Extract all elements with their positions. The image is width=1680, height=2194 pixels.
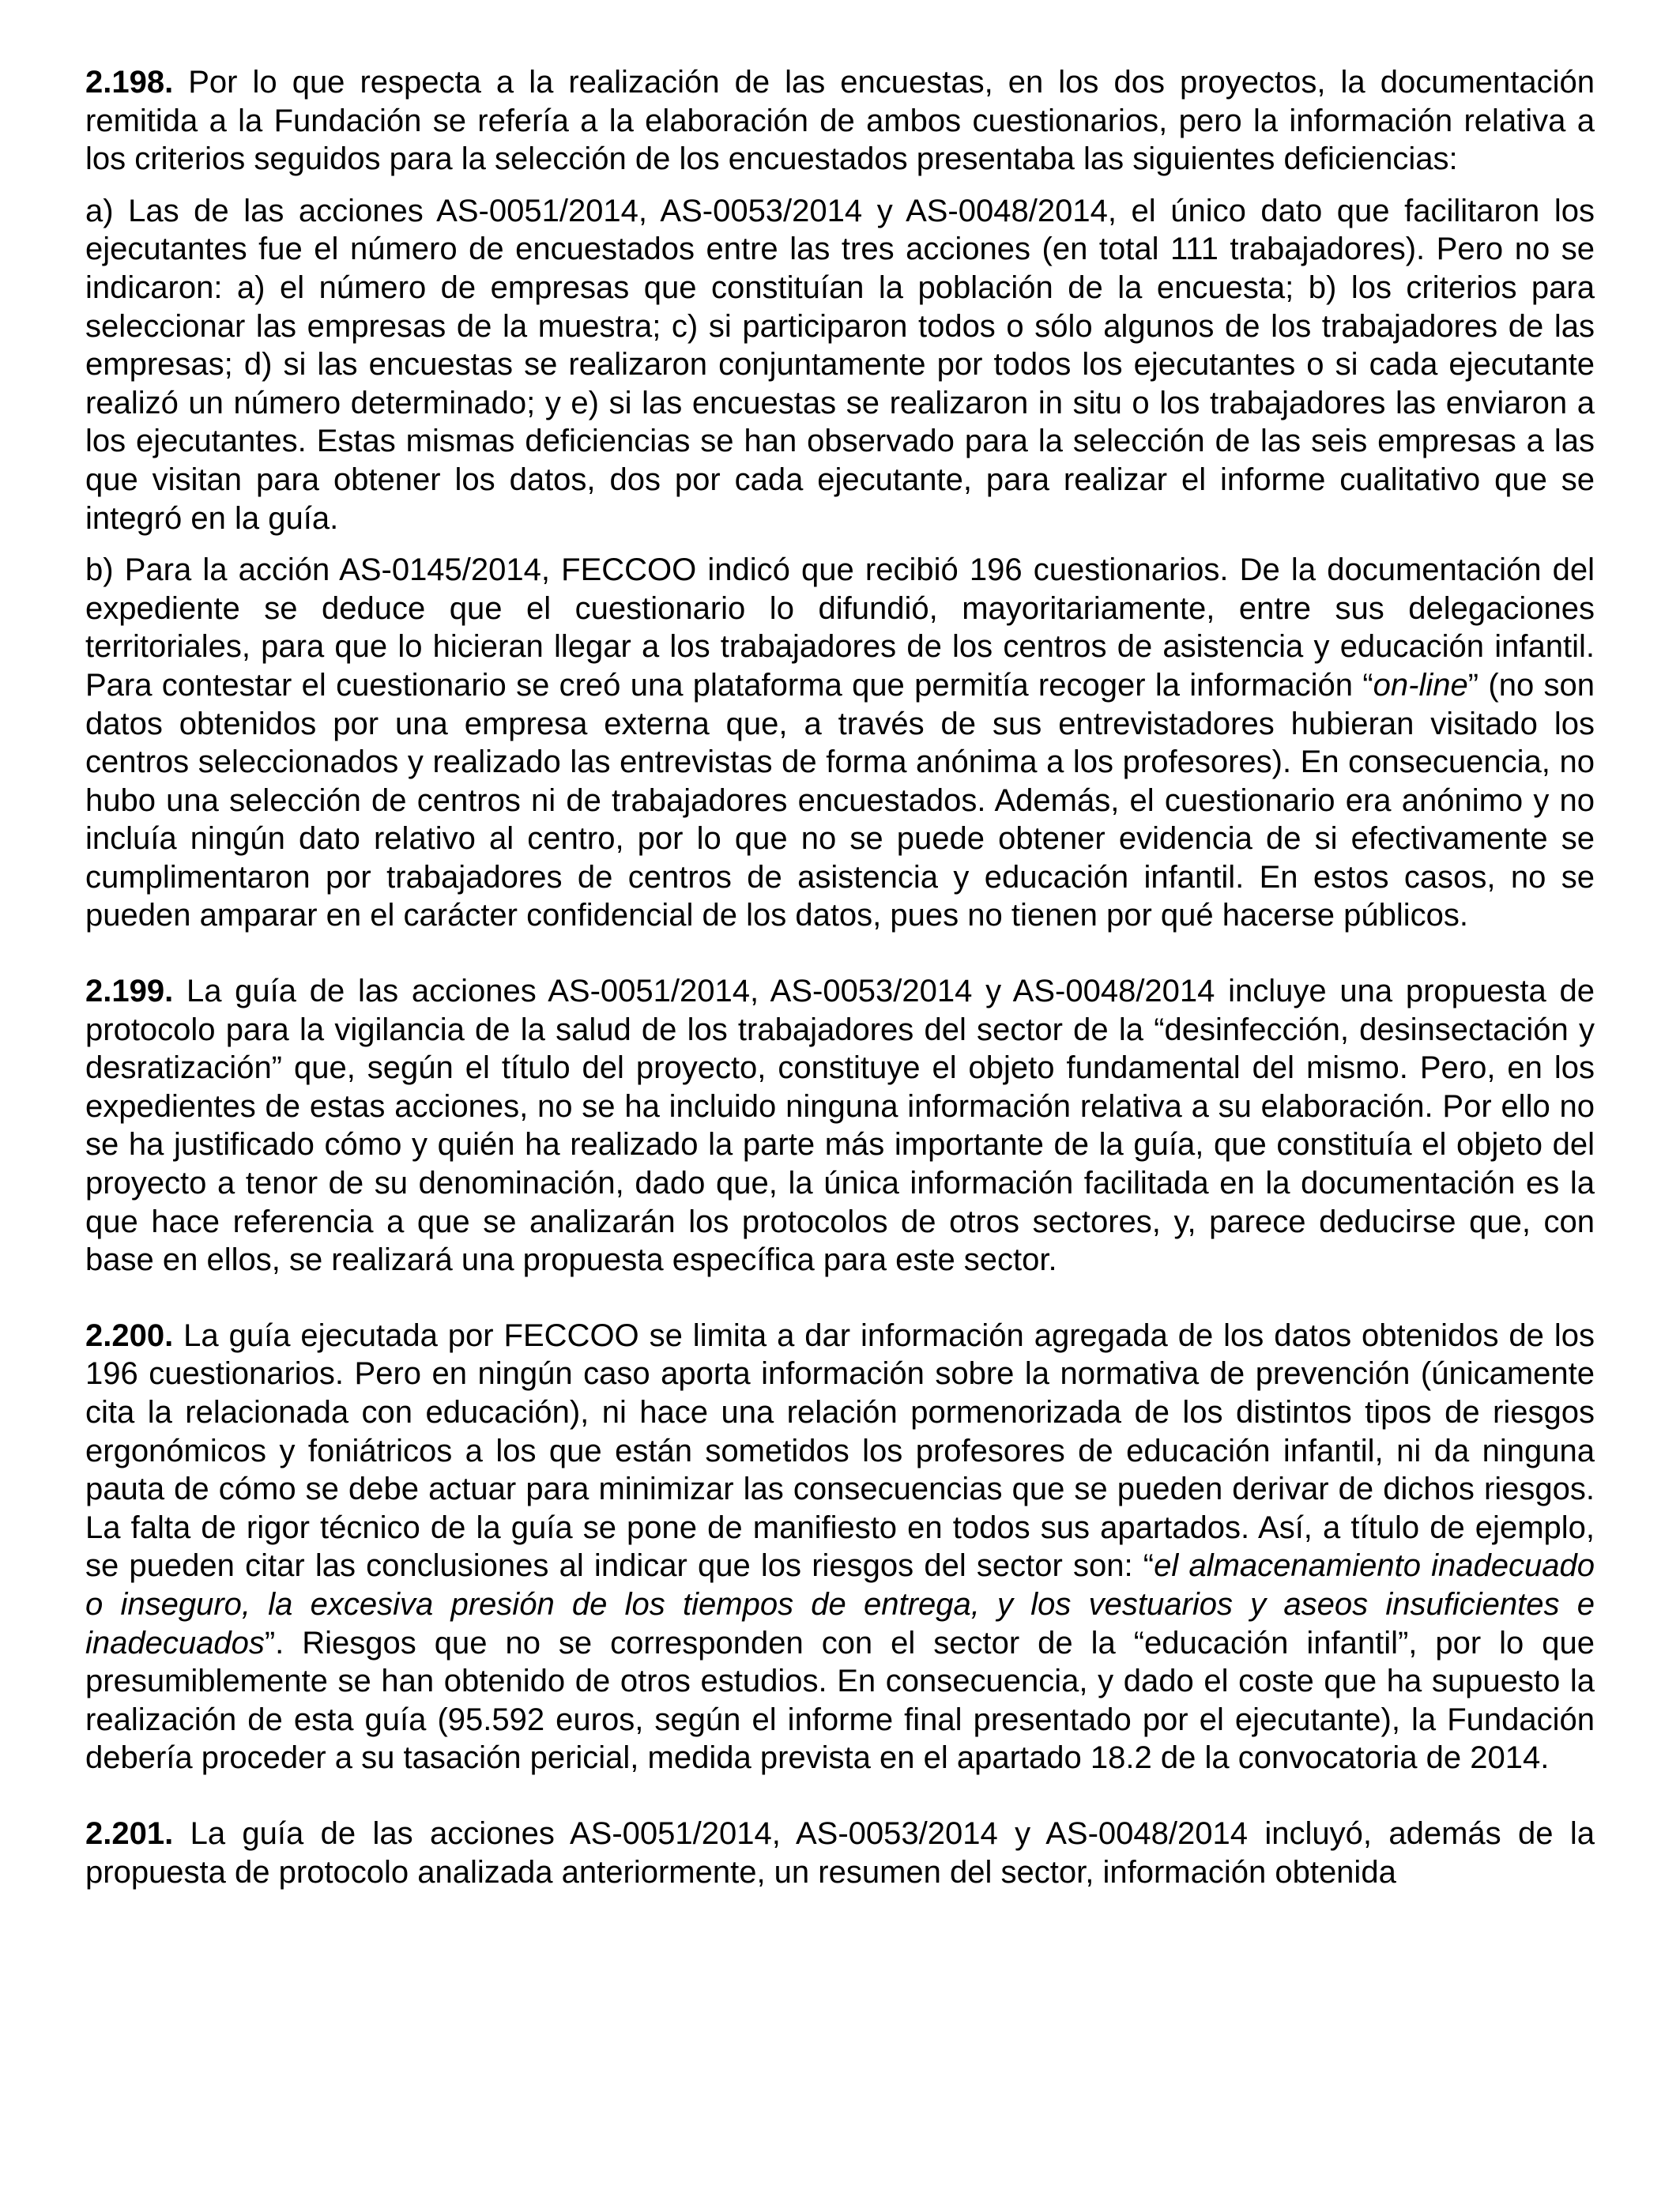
paragraph-number: 2.198. [85, 65, 174, 100]
paragraph-text: Por lo que respecta a la realización de las encuestas, en los dos proyectos, la documentación remitida a la Fundación se refería a la elaboración de ambos cuestionarios, pero la información relativa a los criterios seguidos para la selección de los encuestados presentaba las siguientes deficiencias: [85, 65, 1595, 177]
paragraph-number: 2.200. [85, 1318, 174, 1353]
document-page [85, 63, 1595, 1891]
italic-quote: el almacenamiento inadecuado o inseguro, la excesiva presión de los tiempos de entrega, y los vestuarios y aseos insuficientes e inadecuados [85, 1548, 1595, 1661]
paragraph-text: La guía ejecutada por FECCOO se limita a dar información agregada de los datos obtenidos de los 196 cuestionarios. Pero en ningún caso aporta información sobre la normativa de prevención (únicamente cita la relacionada con educación), ni hace una relación pormenorizada de los distintos tipos de riesgos ergonómicos y foniátricos a los que están sometidos los profesores de educación infantil, ni da ninguna pauta de cómo se debe actuar para minimizar las consecuencias que se pueden derivar de dichos riesgos. La falta de rigor técnico de la guía se pone de manifiesto en todos sus apartados. Así, a título de ejemplo, se pueden citar las conclusiones al indicar que los riesgos del sector son: “ [85, 1318, 1595, 1584]
paragraph-number: 2.201. [85, 1815, 174, 1851]
paragraph-number: 2.199. [85, 974, 174, 1009]
paragraph-2-198 [85, 63, 1595, 179]
paragraph-2-201 [85, 1815, 1595, 1891]
paragraph-2-199 [85, 972, 1595, 1280]
paragraph-text: ” (no son datos obtenidos por una empresa externa que, a través de sus entrevistadores hubieran visitado los centros seleccionados y realizado las entrevistas de forma anónima a los profesores). En consecuencia, no hubo una selección de centros ni de trabajadores encuestados. Además, el cuestionario era anónimo y no incluía ningún dato relativo al centro, por lo que no se puede obtener evidencia de si efectivamente se cumplimentaron por trabajadores de centros de asistencia y educación infantil. En estos casos, no se pueden amparar en el carácter confidencial de los datos, pues no tienen por qué hacerse públicos. [85, 667, 1595, 933]
paragraph-text: ”. Riesgos que no se corresponden con el sector de la “educación infantil”, por lo que presumiblemente se han obtenido de otros estudios. En consecuencia, y dado el coste que ha supuesto la realización de esta guía (95.592 euros, según el informe final presentado por el ejecutante), la Fundación debería proceder a su tasación pericial, medida prevista en el apartado 18.2 de la convocatoria de 2014. [85, 1625, 1595, 1776]
italic-term: on-line [1373, 667, 1468, 703]
paragraph-2-198-a [85, 192, 1595, 537]
paragraph-2-200 [85, 1317, 1595, 1777]
paragraph-text: La guía de las acciones AS-0051/2014, AS-0053/2014 y AS-0048/2014 incluyó, además de la propuesta de protocolo analizada anteriormente, un resumen del sector, información obtenida [85, 1815, 1595, 1890]
paragraph-2-198-b [85, 551, 1595, 935]
paragraph-text: b) Para la acción AS-0145/2014, FECCOO indicó que recibió 196 cuestionarios. De la documentación del expediente se deduce que el cuestionario lo difundió, mayoritariamente, entre sus delegaciones territoriales, para que lo hicieran llegar a los trabajadores de los centros de asistencia y educación infantil. Para contestar el cuestionario se creó una plataforma que permitía recoger la información “ [85, 552, 1595, 703]
paragraph-text: a) Las de las acciones AS-0051/2014, AS-0053/2014 y AS-0048/2014, el único dato que facilitaron los ejecutantes fue el número de encuestados entre las tres acciones (en total 111 trabajadores). Pero no se indicaron: a) el número de empresas que constituían la población de la encuesta; b) los criterios para seleccionar las empresas de la muestra; c) si participaron todos o sólo algunos de los trabajadores de las empresas; d) si las encuestas se realizaron conjuntamente por todos los ejecutantes o si cada ejecutante realizó un número determinado; y e) si las encuestas se realizaron in situ o los trabajadores las enviaron a los ejecutantes. Estas mismas deficiencias se han observado para la selección de las seis empresas a las que visitan para obtener los datos, dos por cada ejecutante, para realizar el informe cualitativo que se integró en la guía. [85, 193, 1595, 536]
paragraph-text: La guía de las acciones AS-0051/2014, AS-0053/2014 y AS-0048/2014 incluye una propuesta de protocolo para la vigilancia de la salud de los trabajadores del sector de la “desinfección, desinsectación y desratización” que, según el título del proyecto, constituye el objeto fundamental del mismo. Pero, en los expedientes de estas acciones, no se ha incluido ninguna información relativa a su elaboración. Por ello no se ha justificado cómo y quién ha realizado la parte más importante de la guía, que constituía el objeto del proyecto a tenor de su denominación, dado que, la única información facilitada en la documentación es la que hace referencia a que se analizarán los protocolos de otros sectores, y, parece deducirse que, con base en ellos, se realizará una propuesta específica para este sector. [85, 974, 1595, 1278]
